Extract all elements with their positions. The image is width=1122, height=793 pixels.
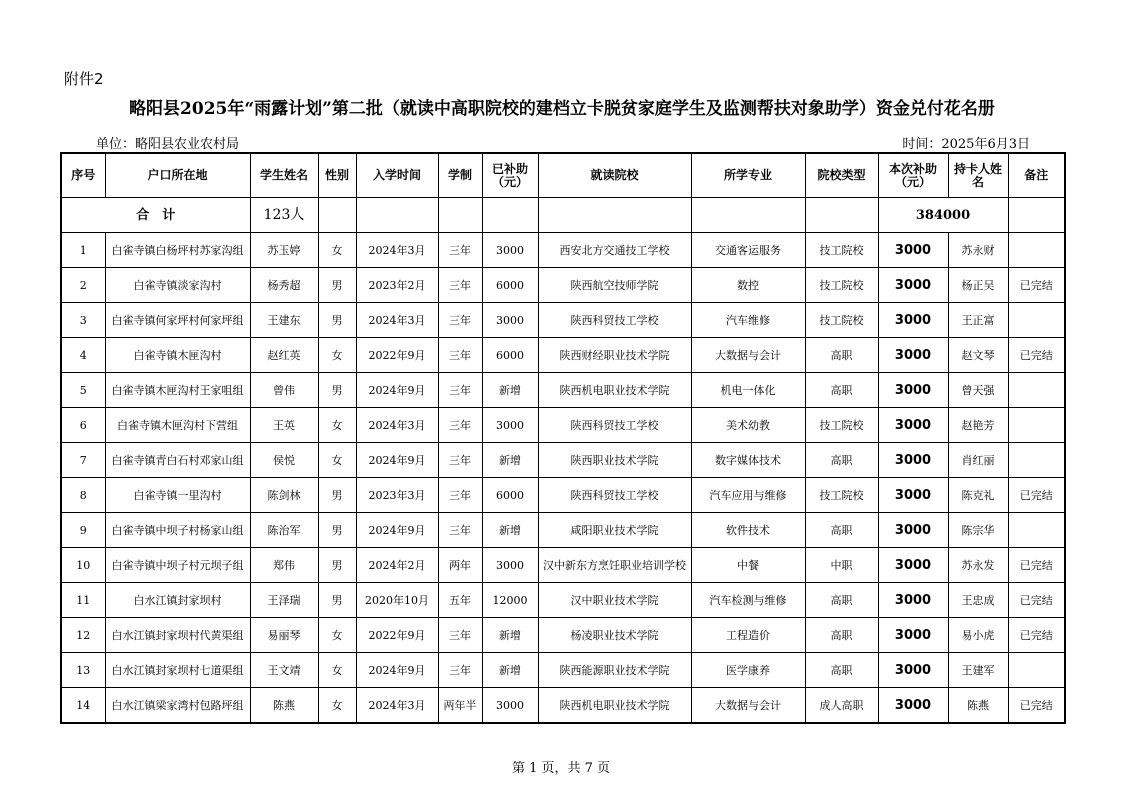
cell-gender: 男: [318, 548, 356, 583]
cell-gender: 男: [318, 268, 356, 303]
cell-major: 工程造价: [691, 618, 805, 653]
cell-address: 白雀寺镇淡家沟村: [105, 268, 250, 303]
header-note: 备注: [1008, 153, 1065, 198]
cell-address: 白雀寺镇木匣沟村下营组: [105, 408, 250, 443]
cell-seq: 5: [61, 373, 105, 408]
issuing-unit: 单位：略阳县农业农村局: [96, 137, 240, 152]
cell-enroll: 2024年3月: [356, 688, 438, 724]
cell-duration: 三年: [438, 478, 482, 513]
cell-school: 咸阳职业技术学院: [538, 513, 691, 548]
cell-amount: 3000: [878, 548, 948, 583]
cell-address: 白雀寺镇何家坪村何家坪组: [105, 303, 250, 338]
cell-paid: 12000: [482, 583, 538, 618]
cell-amount: 3000: [878, 478, 948, 513]
cell-school-type: 高职: [805, 513, 878, 548]
cell-enroll: 2022年9月: [356, 338, 438, 373]
cell-name: 曾伟: [250, 373, 318, 408]
cell-name: 苏玉婷: [250, 233, 318, 268]
cell-address: 白雀寺镇木匣沟村王家咀组: [105, 373, 250, 408]
table-row: [61, 583, 1065, 618]
header-school: 就读院校: [538, 153, 691, 198]
cell-paid: 3000: [482, 233, 538, 268]
cell-paid: 3000: [482, 688, 538, 724]
cell-school: 陕西航空技师学院: [538, 268, 691, 303]
cell-enroll: 2022年9月: [356, 618, 438, 653]
cell-major: 数控: [691, 268, 805, 303]
cell-note: 已完结: [1008, 618, 1065, 653]
cell-note: 已完结: [1008, 548, 1065, 583]
cell-school-type: 高职: [805, 653, 878, 688]
cell-seq: 6: [61, 408, 105, 443]
cell-address: 白雀寺镇木匣沟村: [105, 338, 250, 373]
total-label: 合 计: [61, 198, 250, 233]
cell-school-type: 技工院校: [805, 478, 878, 513]
cell-gender: 男: [318, 583, 356, 618]
cell-note: [1008, 513, 1065, 548]
cell-holder: 易小虎: [948, 618, 1008, 653]
cell-school: 杨凌职业技术学院: [538, 618, 691, 653]
cell-note: [1008, 233, 1065, 268]
header-paid-line2: （元）: [491, 174, 528, 189]
cell-duration: 三年: [438, 233, 482, 268]
cell-enroll: 2024年3月: [356, 233, 438, 268]
cell-address: 白雀寺镇中坝子村杨家山组: [105, 513, 250, 548]
table-row: [61, 548, 1065, 583]
total-row: [61, 198, 1065, 233]
cell-name: 王建东: [250, 303, 318, 338]
table-row: [61, 653, 1065, 688]
cell-major: 医学康养: [691, 653, 805, 688]
cell-note: [1008, 408, 1065, 443]
cell-duration: 两年: [438, 548, 482, 583]
cell-paid: 新增: [482, 373, 538, 408]
cell-major: 汽车应用与维修: [691, 478, 805, 513]
cell-school-type: 高职: [805, 443, 878, 478]
cell-major: 大数据与会计: [691, 338, 805, 373]
cell-seq: 7: [61, 443, 105, 478]
header-name: 学生姓名: [250, 153, 318, 198]
cell-seq: 2: [61, 268, 105, 303]
cell-address: 白水江镇封家坝村: [105, 583, 250, 618]
cell-school: 陕西科贸技工学校: [538, 408, 691, 443]
cell-seq: 9: [61, 513, 105, 548]
document-title: 略阳县2025年“雨露计划”第二批（就读中高职院校的建档立卡脱贫家庭学生及监测帮扶对象助学）资金兑付花名册: [129, 99, 995, 119]
cell-holder: 王忠成: [948, 583, 1008, 618]
header-school-type: 院校类型: [805, 153, 878, 198]
cell-enroll: 2024年3月: [356, 303, 438, 338]
cell-name: 王英: [250, 408, 318, 443]
cell-holder: 王建军: [948, 653, 1008, 688]
cell-enroll: 2023年3月: [356, 478, 438, 513]
cell-school-type: 成人高职: [805, 688, 878, 724]
cell-major: 中餐: [691, 548, 805, 583]
cell-name: 赵红英: [250, 338, 318, 373]
cell-amount: 3000: [878, 583, 948, 618]
cell-paid: 新增: [482, 513, 538, 548]
cell-duration: 三年: [438, 653, 482, 688]
table-row: [61, 443, 1065, 478]
cell-note: 已完结: [1008, 478, 1065, 513]
header-paid: [482, 153, 538, 198]
cell-amount: 3000: [878, 338, 948, 373]
cell-school: 陕西职业技术学院: [538, 443, 691, 478]
cell-holder: 赵文琴: [948, 338, 1008, 373]
cell-school: 陕西财经职业技术学院: [538, 338, 691, 373]
cell-address: 白水江镇封家坝村代黄渠组: [105, 618, 250, 653]
cell-school-type: 高职: [805, 618, 878, 653]
cell-paid: 新增: [482, 443, 538, 478]
cell-name: 陈治军: [250, 513, 318, 548]
page-footer: 第 1 页，共 7 页: [511, 761, 611, 776]
cell-holder: 赵艳芳: [948, 408, 1008, 443]
table-row: [61, 618, 1065, 653]
cell-amount: 3000: [878, 513, 948, 548]
total-amount: 384000: [878, 198, 1008, 233]
attachment-label: 附件2: [64, 70, 104, 88]
cell-enroll: 2023年2月: [356, 268, 438, 303]
cell-note: 已完结: [1008, 688, 1065, 724]
cell-school-type: 高职: [805, 338, 878, 373]
cell-holder: 杨正吴: [948, 268, 1008, 303]
cell-duration: 三年: [438, 513, 482, 548]
cell-name: 侯悦: [250, 443, 318, 478]
cell-school-type: 高职: [805, 373, 878, 408]
cell-school-type: 技工院校: [805, 268, 878, 303]
cell-address: 白雀寺镇一里沟村: [105, 478, 250, 513]
cell-major: 交通客运服务: [691, 233, 805, 268]
cell-holder: 陈燕: [948, 688, 1008, 724]
cell-paid: 3000: [482, 548, 538, 583]
cell-address: 白雀寺镇白杨坪村苏家沟组: [105, 233, 250, 268]
cell-major: 汽车维修: [691, 303, 805, 338]
cell-name: 陈剑林: [250, 478, 318, 513]
header-enroll: 入学时间: [356, 153, 438, 198]
table-row: [61, 513, 1065, 548]
cell-enroll: 2024年3月: [356, 408, 438, 443]
cell-school: 汉中职业技术学院: [538, 583, 691, 618]
cell-duration: 三年: [438, 303, 482, 338]
cell-holder: 王正富: [948, 303, 1008, 338]
cell-gender: 女: [318, 408, 356, 443]
cell-amount: 3000: [878, 373, 948, 408]
header-seq: 序号: [61, 153, 105, 198]
cell-paid: 6000: [482, 268, 538, 303]
cell-major: 软件技术: [691, 513, 805, 548]
cell-school: 汉中新东方烹饪职业培训学校: [538, 548, 691, 583]
cell-school-type: 技工院校: [805, 408, 878, 443]
header-amount: [878, 153, 948, 198]
cell-amount: 3000: [878, 688, 948, 724]
cell-note: 已完结: [1008, 338, 1065, 373]
cell-holder: 肖红丽: [948, 443, 1008, 478]
cell-note: 已完结: [1008, 268, 1065, 303]
cell-gender: 女: [318, 338, 356, 373]
cell-seq: 3: [61, 303, 105, 338]
cell-holder: 曾天强: [948, 373, 1008, 408]
cell-address: 白水江镇梁家湾村包路坪组: [105, 688, 250, 724]
cell-duration: 三年: [438, 338, 482, 373]
table-row: [61, 233, 1065, 268]
header-paid-line1: 已补助: [491, 161, 528, 176]
cell-amount: 3000: [878, 408, 948, 443]
cell-seq: 8: [61, 478, 105, 513]
header-gender: 性别: [318, 153, 356, 198]
issue-date: 时间：2025年6月3日: [902, 137, 1030, 152]
cell-name: 杨秀超: [250, 268, 318, 303]
cell-school: 陕西机电职业技术学院: [538, 373, 691, 408]
table-row: [61, 268, 1065, 303]
cell-seq: 13: [61, 653, 105, 688]
cell-paid: 新增: [482, 653, 538, 688]
cell-gender: 男: [318, 513, 356, 548]
header-major: 所学专业: [691, 153, 805, 198]
cell-name: 易丽琴: [250, 618, 318, 653]
cell-amount: 3000: [878, 653, 948, 688]
cell-paid: 新增: [482, 618, 538, 653]
cell-name: 郑伟: [250, 548, 318, 583]
cell-gender: 男: [318, 373, 356, 408]
table-row: [61, 303, 1065, 338]
cell-gender: 女: [318, 653, 356, 688]
cell-duration: 三年: [438, 618, 482, 653]
cell-gender: 女: [318, 233, 356, 268]
cell-address: 白雀寺镇青白石村邓家山组: [105, 443, 250, 478]
cell-seq: 1: [61, 233, 105, 268]
cell-holder: 陈宗华: [948, 513, 1008, 548]
cell-duration: 五年: [438, 583, 482, 618]
cell-gender: 女: [318, 443, 356, 478]
cell-enroll: 2024年9月: [356, 513, 438, 548]
cell-enroll: 2024年2月: [356, 548, 438, 583]
cell-school: 陕西能源职业技术学院: [538, 653, 691, 688]
cell-gender: 男: [318, 303, 356, 338]
cell-enroll: 2020年10月: [356, 583, 438, 618]
cell-school: 西安北方交通技工学校: [538, 233, 691, 268]
header-amount-line1: 本次补助: [888, 161, 937, 176]
cell-school-type: 高职: [805, 583, 878, 618]
cell-gender: 女: [318, 618, 356, 653]
cell-major: 汽车检测与维修: [691, 583, 805, 618]
header-row: [61, 153, 1065, 198]
cell-enroll: 2024年9月: [356, 653, 438, 688]
cell-paid: 6000: [482, 478, 538, 513]
cell-school: 陕西科贸技工学校: [538, 303, 691, 338]
cell-seq: 4: [61, 338, 105, 373]
cell-school-type: 技工院校: [805, 303, 878, 338]
cell-note: [1008, 653, 1065, 688]
cell-note: [1008, 303, 1065, 338]
cell-school-type: 中职: [805, 548, 878, 583]
cell-gender: 女: [318, 688, 356, 724]
header-amount-line2: （元）: [894, 174, 931, 189]
cell-paid: 6000: [482, 338, 538, 373]
header-address: 户口所在地: [105, 153, 250, 198]
cell-duration: 三年: [438, 443, 482, 478]
cell-major: 美术幼教: [691, 408, 805, 443]
cell-major: 数字媒体技术: [691, 443, 805, 478]
cell-amount: 3000: [878, 618, 948, 653]
subsidy-roster-table: [60, 152, 1066, 724]
cell-school-type: 技工院校: [805, 233, 878, 268]
cell-holder: 陈克礼: [948, 478, 1008, 513]
cell-name: 王泽瑞: [250, 583, 318, 618]
cell-major: 机电一体化: [691, 373, 805, 408]
table-row: [61, 338, 1065, 373]
cell-seq: 12: [61, 618, 105, 653]
cell-note: [1008, 373, 1065, 408]
cell-address: 白雀寺镇中坝子村元坝子组: [105, 548, 250, 583]
cell-amount: 3000: [878, 303, 948, 338]
cell-amount: 3000: [878, 443, 948, 478]
header-holder: 持卡人姓名: [948, 153, 1008, 198]
table-row: [61, 478, 1065, 513]
total-count: 123人: [250, 198, 318, 233]
cell-duration: 两年半: [438, 688, 482, 724]
cell-seq: 10: [61, 548, 105, 583]
cell-holder: 苏永发: [948, 548, 1008, 583]
cell-enroll: 2024年9月: [356, 373, 438, 408]
cell-name: 陈燕: [250, 688, 318, 724]
cell-gender: 男: [318, 478, 356, 513]
cell-address: 白水江镇封家坝村七道渠组: [105, 653, 250, 688]
cell-major: 大数据与会计: [691, 688, 805, 724]
cell-note: [1008, 443, 1065, 478]
cell-name: 王文靖: [250, 653, 318, 688]
cell-duration: 三年: [438, 408, 482, 443]
cell-seq: 14: [61, 688, 105, 724]
cell-school: 陕西机电职业技术学院: [538, 688, 691, 724]
cell-paid: 3000: [482, 408, 538, 443]
cell-duration: 三年: [438, 373, 482, 408]
table-row: [61, 408, 1065, 443]
cell-amount: 3000: [878, 233, 948, 268]
cell-duration: 三年: [438, 268, 482, 303]
cell-seq: 11: [61, 583, 105, 618]
cell-paid: 3000: [482, 303, 538, 338]
cell-holder: 苏永财: [948, 233, 1008, 268]
header-duration: 学制: [438, 153, 482, 198]
cell-enroll: 2024年9月: [356, 443, 438, 478]
table-row: [61, 373, 1065, 408]
cell-amount: 3000: [878, 268, 948, 303]
cell-school: 陕西科贸技工学校: [538, 478, 691, 513]
cell-note: 已完结: [1008, 583, 1065, 618]
table-row: [61, 688, 1065, 724]
